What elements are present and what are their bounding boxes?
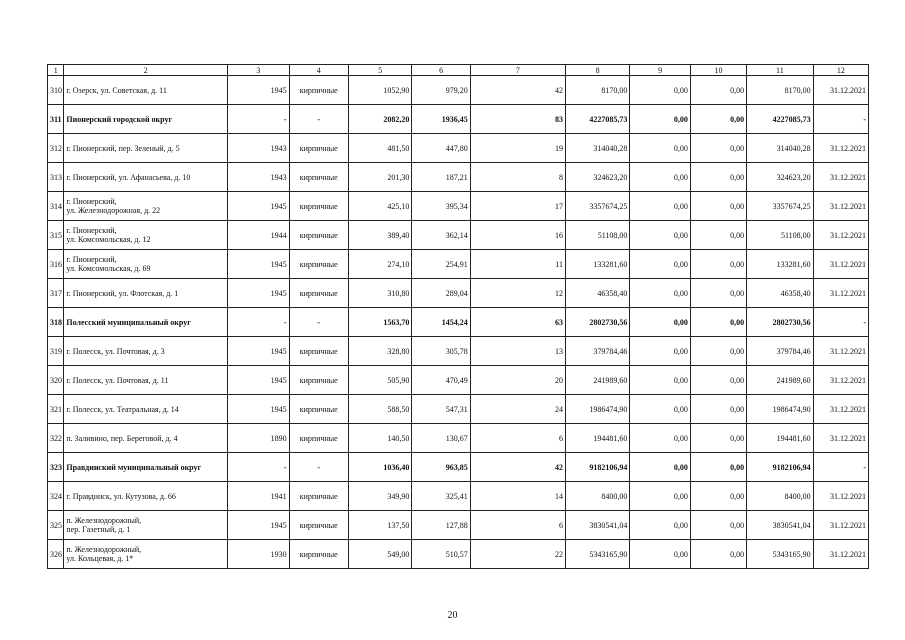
row-number-cell: 322 [48, 424, 64, 453]
living-area-cell: 305,78 [412, 337, 470, 366]
year-cell: 1945 [228, 76, 289, 105]
budget-cell: 0,00 [690, 134, 746, 163]
cost-total-cell: 3830541,04 [565, 511, 629, 540]
area-cell: 588,50 [348, 395, 411, 424]
fund-cell: 0,00 [630, 163, 690, 192]
living-area-cell: 470,49 [412, 366, 470, 395]
table-row [48, 424, 869, 453]
fund-cell: 0,00 [630, 221, 690, 250]
owner-funds-cell: 3830541,04 [747, 511, 814, 540]
address-line: г. Озерск, ул. Советская, д. 11 [66, 85, 167, 95]
column-header: 6 [412, 65, 470, 76]
owner-funds-cell: 4227085,73 [747, 105, 814, 134]
address-line: п. Заливино, пер. Береговой, д. 4 [66, 433, 178, 443]
residents-count-cell: 83 [470, 105, 565, 134]
cost-total-cell: 241989,60 [565, 366, 629, 395]
cost-total-cell: 5343165,90 [565, 540, 629, 569]
row-number-cell: 319 [48, 337, 64, 366]
address-line: Правдинский муниципальный округ [66, 462, 202, 472]
living-area-cell: 1454,24 [412, 308, 470, 337]
page-number: 20 [447, 610, 458, 621]
owner-funds-cell: 8400,00 [747, 482, 814, 511]
budget-cell: 0,00 [690, 453, 746, 482]
owner-funds-cell: 314040,28 [747, 134, 814, 163]
row-number-cell: 323 [48, 453, 64, 482]
year-cell: 1943 [228, 163, 289, 192]
column-header: 7 [470, 65, 565, 76]
material-cell: кирпичные [289, 395, 348, 424]
table-row [48, 250, 869, 279]
area-cell: 1052,90 [348, 76, 411, 105]
row-number-cell: 314 [48, 192, 64, 221]
row-number-cell: 311 [48, 105, 64, 134]
row-number-cell: 325 [48, 511, 64, 540]
address-line: Полесский муниципальный округ [66, 317, 191, 327]
address-cell [64, 424, 228, 453]
owner-funds-cell: 46358,40 [747, 279, 814, 308]
deadline-cell: 31.12.2021 [813, 163, 868, 192]
area-cell: 425,10 [348, 192, 411, 221]
address-line: г. Полесск, ул. Театральная, д. 14 [66, 404, 179, 414]
living-area-cell: 289,04 [412, 279, 470, 308]
year-cell: 1945 [228, 366, 289, 395]
fund-cell: 0,00 [630, 511, 690, 540]
deadline-cell: 31.12.2021 [813, 482, 868, 511]
table-row [48, 221, 869, 250]
year-cell: 1890 [228, 424, 289, 453]
table-row [48, 134, 869, 163]
owner-funds-cell: 3357674,25 [747, 192, 814, 221]
material-cell: кирпичные [289, 511, 348, 540]
cost-total-cell: 3357674,25 [565, 192, 629, 221]
row-number-cell: 321 [48, 395, 64, 424]
address-line: г. Пионерский, пер. Зеленый, д. 5 [66, 143, 180, 153]
budget-cell: 0,00 [690, 221, 746, 250]
area-cell: 274,10 [348, 250, 411, 279]
table-row [48, 482, 869, 511]
residents-count-cell: 11 [470, 250, 565, 279]
year-cell: 1941 [228, 482, 289, 511]
column-header: 1 [48, 65, 64, 76]
area-cell: 328,80 [348, 337, 411, 366]
budget-cell: 0,00 [690, 424, 746, 453]
budget-cell: 0,00 [690, 192, 746, 221]
living-area-cell: 127,88 [412, 511, 470, 540]
housing-register-table [47, 64, 869, 569]
address-line: ул. Комсомольская, д. 69 [66, 264, 151, 273]
residents-count-cell: 42 [470, 453, 565, 482]
year-cell: 1944 [228, 221, 289, 250]
address-line: г. Полесск, ул. Почтовая, д. 11 [66, 375, 169, 385]
address-line: г. Правдинск, ул. Кутузова, д. 66 [66, 491, 176, 501]
row-number-cell: 312 [48, 134, 64, 163]
residents-count-cell: 24 [470, 395, 565, 424]
deadline-cell: 31.12.2021 [813, 366, 868, 395]
address-line: г. Пионерский, [66, 197, 117, 206]
residents-count-cell: 14 [470, 482, 565, 511]
living-area-cell: 963,85 [412, 453, 470, 482]
cost-total-cell: 1986474,90 [565, 395, 629, 424]
residents-count-cell: 63 [470, 308, 565, 337]
budget-cell: 0,00 [690, 395, 746, 424]
fund-cell: 0,00 [630, 337, 690, 366]
area-cell: 505,90 [348, 366, 411, 395]
area-cell: 549,00 [348, 540, 411, 569]
year-cell: 1945 [228, 250, 289, 279]
material-cell: кирпичные [289, 482, 348, 511]
owner-funds-cell: 8170,00 [747, 76, 814, 105]
cost-total-cell: 8400,00 [565, 482, 629, 511]
address-cell [64, 366, 228, 395]
living-area-cell: 130,67 [412, 424, 470, 453]
table-row [48, 163, 869, 192]
address-line: г. Пионерский, [66, 255, 117, 264]
year-cell: 1945 [228, 279, 289, 308]
address-cell [64, 250, 228, 279]
table-row [48, 366, 869, 395]
living-area-cell: 1936,45 [412, 105, 470, 134]
column-header: 2 [64, 65, 228, 76]
cost-total-cell: 379784,46 [565, 337, 629, 366]
cost-total-cell: 314040,28 [565, 134, 629, 163]
area-cell: 481,50 [348, 134, 411, 163]
owner-funds-cell: 2802730,56 [747, 308, 814, 337]
column-header: 12 [813, 65, 868, 76]
living-area-cell: 979,20 [412, 76, 470, 105]
material-cell: кирпичные [289, 279, 348, 308]
area-cell: 201,30 [348, 163, 411, 192]
year-cell: 1943 [228, 134, 289, 163]
owner-funds-cell: 5343165,90 [747, 540, 814, 569]
residents-count-cell: 6 [470, 424, 565, 453]
owner-funds-cell: 324623,20 [747, 163, 814, 192]
deadline-cell: 31.12.2021 [813, 337, 868, 366]
area-cell: 310,80 [348, 279, 411, 308]
district-total-row [48, 105, 869, 134]
fund-cell: 0,00 [630, 540, 690, 569]
material-cell: - [289, 105, 348, 134]
cost-total-cell: 46358,40 [565, 279, 629, 308]
table-row [48, 337, 869, 366]
material-cell: кирпичные [289, 337, 348, 366]
owner-funds-cell: 194481,60 [747, 424, 814, 453]
deadline-cell: 31.12.2021 [813, 192, 868, 221]
budget-cell: 0,00 [690, 163, 746, 192]
row-number-cell: 317 [48, 279, 64, 308]
deadline-cell: 31.12.2021 [813, 395, 868, 424]
material-cell: кирпичные [289, 366, 348, 395]
address-cell [64, 105, 228, 134]
deadline-cell: - [813, 453, 868, 482]
address-cell [64, 308, 228, 337]
year-cell: 1930 [228, 540, 289, 569]
address-line: г. Пионерский, [66, 226, 117, 235]
column-header: 8 [565, 65, 629, 76]
area-cell: 349,90 [348, 482, 411, 511]
cost-total-cell: 2802730,56 [565, 308, 629, 337]
owner-funds-cell: 133281,60 [747, 250, 814, 279]
deadline-cell: - [813, 308, 868, 337]
material-cell: кирпичные [289, 163, 348, 192]
address-line: Пионерский городской округ [66, 114, 173, 124]
living-area-cell: 362,14 [412, 221, 470, 250]
table-row [48, 540, 869, 569]
owner-funds-cell: 9182106,94 [747, 453, 814, 482]
budget-cell: 0,00 [690, 366, 746, 395]
residents-count-cell: 13 [470, 337, 565, 366]
address-line: г. Полесск, ул. Почтовая, д. 3 [66, 346, 165, 356]
living-area-cell: 187,21 [412, 163, 470, 192]
living-area-cell: 254,91 [412, 250, 470, 279]
deadline-cell: 31.12.2021 [813, 424, 868, 453]
fund-cell: 0,00 [630, 76, 690, 105]
table-row [48, 395, 869, 424]
row-number-cell: 315 [48, 221, 64, 250]
column-header: 9 [630, 65, 690, 76]
residents-count-cell: 20 [470, 366, 565, 395]
budget-cell: 0,00 [690, 337, 746, 366]
budget-cell: 0,00 [690, 105, 746, 134]
address-line: пер. Газетный, д. 1 [66, 525, 131, 534]
area-cell: 389,40 [348, 221, 411, 250]
address-cell [64, 482, 228, 511]
deadline-cell: 31.12.2021 [813, 540, 868, 569]
material-cell: - [289, 453, 348, 482]
budget-cell: 0,00 [690, 511, 746, 540]
material-cell: кирпичные [289, 424, 348, 453]
address-line: п. Железнодорожный, [66, 516, 142, 525]
row-number-cell: 326 [48, 540, 64, 569]
address-cell [64, 76, 228, 105]
address-line: ул. Комсомольская, д. 12 [66, 235, 151, 244]
residents-count-cell: 22 [470, 540, 565, 569]
material-cell: кирпичные [289, 134, 348, 163]
deadline-cell: 31.12.2021 [813, 221, 868, 250]
cost-total-cell: 133281,60 [565, 250, 629, 279]
residents-count-cell: 16 [470, 221, 565, 250]
address-line: г. Пионерский, ул. Флотская, д. 1 [66, 288, 179, 298]
budget-cell: 0,00 [690, 279, 746, 308]
district-total-row [48, 308, 869, 337]
fund-cell: 0,00 [630, 395, 690, 424]
address-cell [64, 511, 228, 540]
table-row [48, 511, 869, 540]
living-area-cell: 325,41 [412, 482, 470, 511]
row-number-cell: 318 [48, 308, 64, 337]
fund-cell: 0,00 [630, 105, 690, 134]
material-cell: кирпичные [289, 221, 348, 250]
deadline-cell: 31.12.2021 [813, 511, 868, 540]
year-cell: - [228, 308, 289, 337]
material-cell: кирпичные [289, 76, 348, 105]
year-cell: - [228, 105, 289, 134]
deadline-cell: 31.12.2021 [813, 250, 868, 279]
area-cell: 1036,40 [348, 453, 411, 482]
residents-count-cell: 42 [470, 76, 565, 105]
address-line: ул. Кольцевая, д. 1* [66, 554, 134, 563]
table-row [48, 192, 869, 221]
column-header: 4 [289, 65, 348, 76]
table-row [48, 76, 869, 105]
row-number-cell: 313 [48, 163, 64, 192]
fund-cell: 0,00 [630, 192, 690, 221]
row-number-cell: 316 [48, 250, 64, 279]
address-line: п. Железнодорожный, [66, 545, 142, 554]
address-line: г. Пионерский, ул. Афанасьева, д. 10 [66, 172, 191, 182]
deadline-cell: 31.12.2021 [813, 134, 868, 163]
fund-cell: 0,00 [630, 308, 690, 337]
deadline-cell: - [813, 105, 868, 134]
address-cell [64, 540, 228, 569]
budget-cell: 0,00 [690, 308, 746, 337]
owner-funds-cell: 1986474,90 [747, 395, 814, 424]
area-cell: 2082,20 [348, 105, 411, 134]
residents-count-cell: 8 [470, 163, 565, 192]
address-cell [64, 453, 228, 482]
living-area-cell: 547,31 [412, 395, 470, 424]
row-number-cell: 310 [48, 76, 64, 105]
living-area-cell: 395,34 [412, 192, 470, 221]
area-cell: 1563,70 [348, 308, 411, 337]
material-cell: кирпичные [289, 250, 348, 279]
row-number-cell: 324 [48, 482, 64, 511]
living-area-cell: 447,80 [412, 134, 470, 163]
row-number-cell: 320 [48, 366, 64, 395]
fund-cell: 0,00 [630, 279, 690, 308]
budget-cell: 0,00 [690, 76, 746, 105]
material-cell: кирпичные [289, 540, 348, 569]
living-area-cell: 510,57 [412, 540, 470, 569]
year-cell: 1945 [228, 395, 289, 424]
address-cell [64, 221, 228, 250]
district-total-row [48, 453, 869, 482]
column-header: 11 [747, 65, 814, 76]
address-cell [64, 279, 228, 308]
material-cell: - [289, 308, 348, 337]
deadline-cell: 31.12.2021 [813, 76, 868, 105]
residents-count-cell: 17 [470, 192, 565, 221]
owner-funds-cell: 241989,60 [747, 366, 814, 395]
cost-total-cell: 51108,00 [565, 221, 629, 250]
cost-total-cell: 8170,00 [565, 76, 629, 105]
year-cell: 1945 [228, 337, 289, 366]
fund-cell: 0,00 [630, 424, 690, 453]
address-cell [64, 192, 228, 221]
residents-count-cell: 19 [470, 134, 565, 163]
fund-cell: 0,00 [630, 250, 690, 279]
fund-cell: 0,00 [630, 453, 690, 482]
address-cell [64, 134, 228, 163]
owner-funds-cell: 51108,00 [747, 221, 814, 250]
year-cell: - [228, 453, 289, 482]
address-line: ул. Железнодорожная, д. 22 [66, 206, 161, 215]
year-cell: 1945 [228, 192, 289, 221]
address-cell [64, 337, 228, 366]
material-cell: кирпичные [289, 192, 348, 221]
area-cell: 137,50 [348, 511, 411, 540]
residents-count-cell: 12 [470, 279, 565, 308]
cost-total-cell: 194481,60 [565, 424, 629, 453]
address-cell [64, 395, 228, 424]
address-cell [64, 163, 228, 192]
column-number-header-row [48, 65, 869, 76]
cost-total-cell: 9182106,94 [565, 453, 629, 482]
column-header: 5 [348, 65, 411, 76]
column-header: 3 [228, 65, 289, 76]
owner-funds-cell: 379784,46 [747, 337, 814, 366]
year-cell: 1945 [228, 511, 289, 540]
deadline-cell: 31.12.2021 [813, 279, 868, 308]
cost-total-cell: 4227085,73 [565, 105, 629, 134]
table-row [48, 279, 869, 308]
budget-cell: 0,00 [690, 250, 746, 279]
cost-total-cell: 324623,20 [565, 163, 629, 192]
fund-cell: 0,00 [630, 134, 690, 163]
area-cell: 140,50 [348, 424, 411, 453]
fund-cell: 0,00 [630, 366, 690, 395]
residents-count-cell: 6 [470, 511, 565, 540]
column-header: 10 [690, 65, 746, 76]
budget-cell: 0,00 [690, 540, 746, 569]
fund-cell: 0,00 [630, 482, 690, 511]
budget-cell: 0,00 [690, 482, 746, 511]
